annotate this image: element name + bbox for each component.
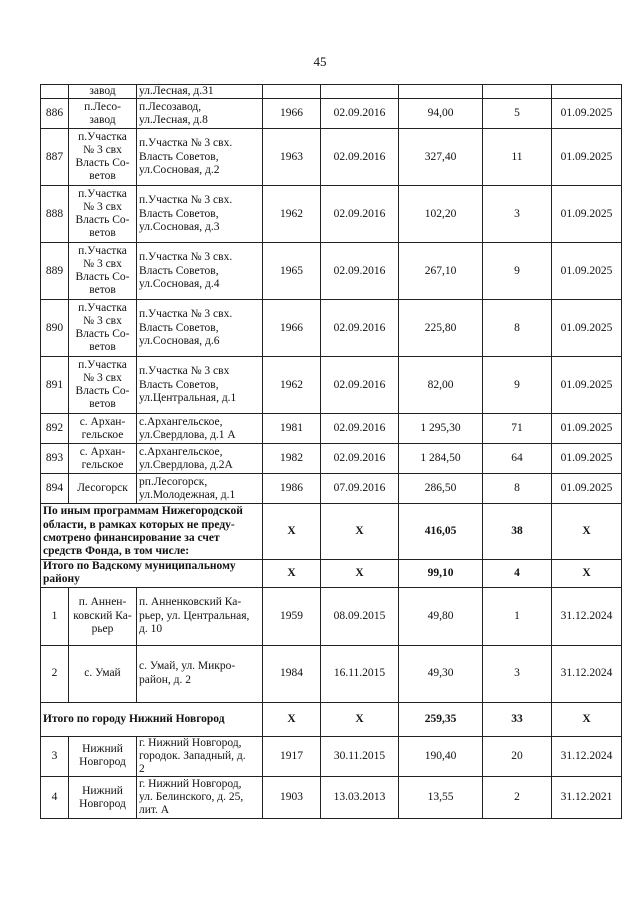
date-cell: X (321, 504, 399, 560)
settlement-cell: п.Участка № 3 свх Власть Со- ветов (69, 186, 137, 243)
year-cell: 1917 (263, 736, 321, 777)
area-cell (399, 85, 483, 99)
area-cell: 267,10 (399, 243, 483, 300)
date-cell: 02.09.2016 (321, 99, 399, 129)
continuation-row (41, 85, 622, 99)
number-cell: 893 (41, 444, 69, 474)
number-cell: 890 (41, 300, 69, 357)
table-row (41, 474, 622, 504)
date-cell: 02.09.2016 (321, 129, 399, 186)
year-cell: 1903 (263, 777, 321, 819)
address-cell: с. Умай, ул. Микро- район, д. 2 (137, 645, 263, 702)
number-cell: 888 (41, 186, 69, 243)
summary-label: Итого по городу Нижний Новгород (41, 702, 263, 736)
year-cell: X (263, 702, 321, 736)
year-cell (263, 85, 321, 99)
area-cell: 1 284,50 (399, 444, 483, 474)
deadline-cell: 01.09.2025 (552, 186, 622, 243)
year-cell: 1962 (263, 357, 321, 414)
year-cell: 1962 (263, 186, 321, 243)
deadline-cell: 01.09.2025 (552, 357, 622, 414)
number-cell: 894 (41, 474, 69, 504)
settlement-cell: Лесогорск (69, 474, 137, 504)
deadline-cell: X (552, 504, 622, 560)
area-cell: 1 295,30 (399, 414, 483, 444)
address-cell: с.Архангельское, ул.Свердлова, д.1 А (137, 414, 263, 444)
page-number: 45 (313, 54, 327, 69)
year-cell: X (263, 560, 321, 587)
settlement-cell: п.Участка № 3 свх Власть Со- ветов (69, 243, 137, 300)
number-cell: 891 (41, 357, 69, 414)
area-cell: 286,50 (399, 474, 483, 504)
date-cell: 02.09.2016 (321, 243, 399, 300)
address-cell: п.Участка № 3 свх Власть Советов, ул.Центральная, д.1 (137, 357, 263, 414)
date-cell: 08.09.2015 (321, 587, 399, 645)
year-cell: 1981 (263, 414, 321, 444)
table-row (41, 99, 622, 129)
residents-cell: 38 (483, 504, 552, 560)
residents-cell: 11 (483, 129, 552, 186)
year-cell: 1986 (263, 474, 321, 504)
area-cell: 327,40 (399, 129, 483, 186)
number-cell: 887 (41, 129, 69, 186)
year-cell: X (263, 504, 321, 560)
residents-cell: 8 (483, 300, 552, 357)
area-cell: 82,00 (399, 357, 483, 414)
settlement-cell: Нижний Новгород (69, 777, 137, 819)
address-cell: п.Участка № 3 свх. Власть Советов, ул.Сосновая, д.3 (137, 186, 263, 243)
number-cell: 4 (41, 777, 69, 819)
table-row (41, 444, 622, 474)
year-cell: 1966 (263, 300, 321, 357)
year-cell: 1966 (263, 99, 321, 129)
date-cell: 13.03.2013 (321, 777, 399, 819)
deadline-cell: 31.12.2024 (552, 587, 622, 645)
summary-row (41, 560, 622, 587)
year-cell: 1984 (263, 645, 321, 702)
deadline-cell: 01.09.2025 (552, 99, 622, 129)
settlement-cell: с. Архан- гельское (69, 414, 137, 444)
address-cell: ул.Лесная, д.31 (137, 85, 263, 99)
residents-cell: 33 (483, 702, 552, 736)
number-cell: 3 (41, 736, 69, 777)
deadline-cell (552, 85, 622, 99)
date-cell: 02.09.2016 (321, 357, 399, 414)
table-row (41, 777, 622, 819)
address-cell: п.Участка № 3 свх. Власть Советов, ул.Сосновая, д.2 (137, 129, 263, 186)
deadline-cell: 01.09.2025 (552, 444, 622, 474)
number-cell: 2 (41, 645, 69, 702)
summary-label: По иным программам Нижегородской области, в рамках которых не преду- смотрено финансирование за счет средств Фонда, в том числе: (41, 504, 263, 560)
table-row (41, 736, 622, 777)
area-cell: 94,00 (399, 99, 483, 129)
table-row (41, 243, 622, 300)
date-cell: 07.09.2016 (321, 474, 399, 504)
area-cell: 99,10 (399, 560, 483, 587)
date-cell: 16.11.2015 (321, 645, 399, 702)
summary-row (41, 504, 622, 560)
residents-cell: 8 (483, 474, 552, 504)
residents-cell: 64 (483, 444, 552, 474)
area-cell: 225,80 (399, 300, 483, 357)
address-cell: рп.Лесогорск, ул.Молодежная, д.1 (137, 474, 263, 504)
residents-cell: 71 (483, 414, 552, 444)
table-row (41, 300, 622, 357)
residents-cell: 3 (483, 645, 552, 702)
area-cell: 190,40 (399, 736, 483, 777)
date-cell (321, 85, 399, 99)
residents-cell: 2 (483, 777, 552, 819)
year-cell: 1982 (263, 444, 321, 474)
date-cell: 30.11.2015 (321, 736, 399, 777)
number-cell: 1 (41, 587, 69, 645)
summary-label: Итого по Вадскому муниципальному району (41, 560, 263, 587)
deadline-cell: 31.12.2024 (552, 736, 622, 777)
date-cell: 02.09.2016 (321, 414, 399, 444)
date-cell: 02.09.2016 (321, 186, 399, 243)
area-cell: 49,80 (399, 587, 483, 645)
area-cell: 102,20 (399, 186, 483, 243)
date-cell: 02.09.2016 (321, 300, 399, 357)
number-cell: 892 (41, 414, 69, 444)
settlement-cell: п.Участка № 3 свх Власть Со- ветов (69, 357, 137, 414)
address-cell: г. Нижний Новгород, городок. Западный, д. 2 (137, 736, 263, 777)
residents-cell: 4 (483, 560, 552, 587)
address-cell: с.Архангельское, ул.Свердлова, д.2А (137, 444, 263, 474)
date-cell: X (321, 560, 399, 587)
residents-cell: 5 (483, 99, 552, 129)
deadline-cell: 31.12.2024 (552, 645, 622, 702)
date-cell: 02.09.2016 (321, 444, 399, 474)
deadline-cell: X (552, 702, 622, 736)
settlement-cell: с. Умай (69, 645, 137, 702)
settlement-cell: с. Архан- гельское (69, 444, 137, 474)
residents-cell: 3 (483, 186, 552, 243)
residents-cell (483, 85, 552, 99)
table-row (41, 357, 622, 414)
deadline-cell: 01.09.2025 (552, 243, 622, 300)
residents-cell: 1 (483, 587, 552, 645)
table-row (41, 414, 622, 444)
area-cell: 49,30 (399, 645, 483, 702)
housing-table (40, 84, 622, 819)
year-cell: 1963 (263, 129, 321, 186)
area-cell: 13,55 (399, 777, 483, 819)
address-cell: п.Лесозавод, ул.Лесная, д.8 (137, 99, 263, 129)
table-row (41, 129, 622, 186)
settlement-cell: Нижний Новгород (69, 736, 137, 777)
settlement-cell: п.Лесо- завод (69, 99, 137, 129)
area-cell: 416,05 (399, 504, 483, 560)
table-row (41, 587, 622, 645)
deadline-cell: 31.12.2021 (552, 777, 622, 819)
deadline-cell: 01.09.2025 (552, 300, 622, 357)
year-cell: 1965 (263, 243, 321, 300)
summary-row (41, 702, 622, 736)
settlement-cell: завод (69, 85, 137, 99)
settlement-cell: п.Участка № 3 свх Власть Со- ветов (69, 300, 137, 357)
deadline-cell: 01.09.2025 (552, 129, 622, 186)
year-cell: 1959 (263, 587, 321, 645)
residents-cell: 9 (483, 357, 552, 414)
number-cell: 889 (41, 243, 69, 300)
address-cell: г. Нижний Новгород, ул. Белинского, д. 25, лит. А (137, 777, 263, 819)
settlement-cell: п. Аннен- ковский Ка- рьер (69, 587, 137, 645)
residents-cell: 20 (483, 736, 552, 777)
area-cell: 259,35 (399, 702, 483, 736)
address-cell: п.Участка № 3 свх. Власть Советов, ул.Сосновая, д.4 (137, 243, 263, 300)
table-row (41, 645, 622, 702)
date-cell: X (321, 702, 399, 736)
settlement-cell: п.Участка № 3 свх Власть Со- ветов (69, 129, 137, 186)
deadline-cell: X (552, 560, 622, 587)
deadline-cell: 01.09.2025 (552, 474, 622, 504)
address-cell: п. Анненковский Ка- рьер, ул. Центральная, д. 10 (137, 587, 263, 645)
address-cell: п.Участка № 3 свх. Власть Советов, ул.Сосновая, д.6 (137, 300, 263, 357)
table-body (41, 85, 622, 819)
number-cell (41, 85, 69, 99)
table-row (41, 186, 622, 243)
deadline-cell: 01.09.2025 (552, 414, 622, 444)
residents-cell: 9 (483, 243, 552, 300)
number-cell: 886 (41, 99, 69, 129)
